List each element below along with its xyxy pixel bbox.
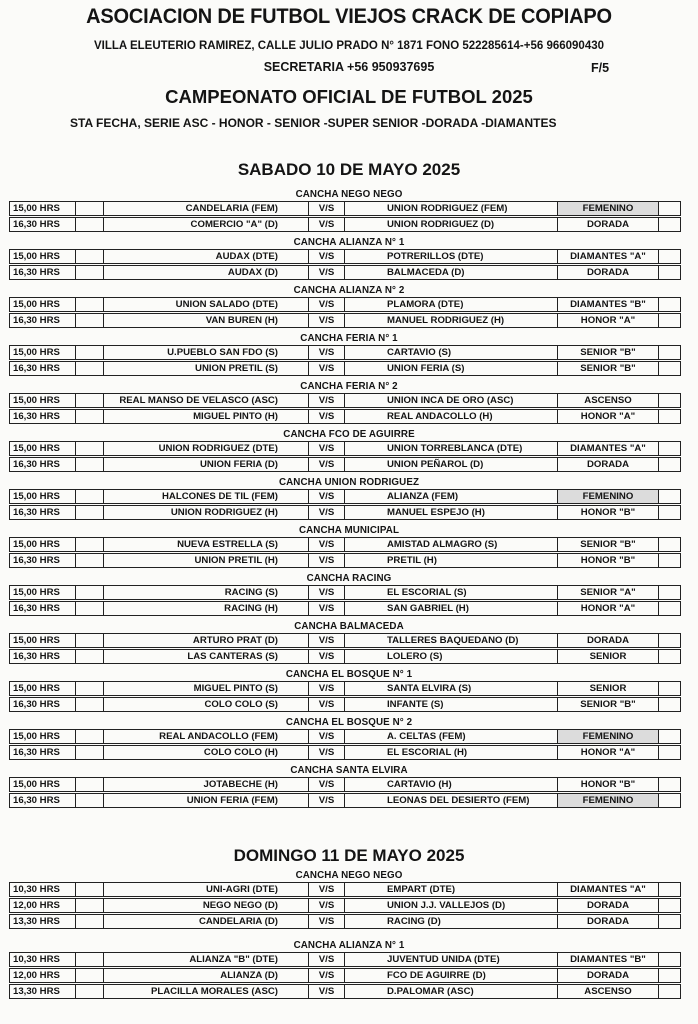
away-team: UNION J.J. VALLEJOS (D)	[345, 899, 558, 912]
versus-label: V/S	[309, 682, 345, 695]
blank-cell	[659, 650, 682, 663]
versus-label: V/S	[309, 915, 345, 928]
match-time: 15,00 HRS	[10, 202, 76, 215]
match-time: 15,00 HRS	[10, 298, 76, 311]
away-team: BALMACEDA (D)	[345, 266, 558, 279]
away-team: PRETIL (H)	[345, 554, 558, 567]
home-team: NUEVA ESTRELLA (S)	[104, 538, 309, 551]
blank-cell	[76, 250, 104, 263]
blank-cell	[76, 506, 104, 519]
blank-cell	[76, 346, 104, 359]
home-team: UNI-AGRI (DTE)	[104, 883, 309, 896]
match-row	[9, 265, 681, 280]
blank-cell	[659, 634, 682, 647]
away-team: REAL ANDACOLLO (H)	[345, 410, 558, 423]
blank-cell	[76, 698, 104, 711]
home-team: AUDAX (DTE)	[104, 250, 309, 263]
match-time: 16,30 HRS	[10, 314, 76, 327]
match-row	[9, 697, 681, 712]
away-team: PLAMORA (DTE)	[345, 298, 558, 311]
cancha-header: CANCHA RACING	[306, 573, 392, 584]
match-row	[9, 914, 681, 929]
match-row	[9, 217, 681, 232]
home-team: LAS CANTERAS (S)	[104, 650, 309, 663]
blank-cell	[659, 458, 682, 471]
home-team: UNION FERIA (FEM)	[104, 794, 309, 807]
match-time: 15,00 HRS	[10, 730, 76, 743]
away-team: JUVENTUD UNIDA (DTE)	[345, 953, 558, 966]
day-title: DOMINGO 11 DE MAYO 2025	[233, 846, 465, 865]
away-team: EL ESCORIAL (S)	[345, 586, 558, 599]
cancha-header: CANCHA FERIA N° 2	[300, 381, 398, 392]
versus-label: V/S	[309, 202, 345, 215]
home-team: CANDELARIA (D)	[104, 915, 309, 928]
match-row	[9, 729, 681, 744]
versus-label: V/S	[309, 362, 345, 375]
blank-cell	[659, 554, 682, 567]
match-time: 12,00 HRS	[10, 899, 76, 912]
home-team: RACING (S)	[104, 586, 309, 599]
match-time: 16,30 HRS	[10, 266, 76, 279]
category-label: FEMENINO	[558, 794, 659, 807]
match-time: 16,30 HRS	[10, 794, 76, 807]
category-label: HONOR "A"	[558, 410, 659, 423]
versus-label: V/S	[309, 490, 345, 503]
blank-cell	[76, 362, 104, 375]
match-time: 16,30 HRS	[10, 650, 76, 663]
blank-cell	[76, 915, 104, 928]
blank-cell	[76, 410, 104, 423]
blank-cell	[659, 298, 682, 311]
category-label: DIAMANTES "A"	[558, 442, 659, 455]
match-time: 10,30 HRS	[10, 953, 76, 966]
versus-label: V/S	[309, 506, 345, 519]
match-time: 16,30 HRS	[10, 458, 76, 471]
category-label: DORADA	[558, 218, 659, 231]
versus-label: V/S	[309, 698, 345, 711]
home-team: RACING (H)	[104, 602, 309, 615]
match-time: 10,30 HRS	[10, 883, 76, 896]
versus-label: V/S	[309, 250, 345, 263]
blank-cell	[659, 682, 682, 695]
blank-cell	[76, 394, 104, 407]
match-row	[9, 585, 681, 600]
home-team: COLO COLO (H)	[104, 746, 309, 759]
category-label: DIAMANTES "A"	[558, 250, 659, 263]
versus-label: V/S	[309, 442, 345, 455]
match-row	[9, 952, 681, 967]
home-team: COLO COLO (S)	[104, 698, 309, 711]
versus-label: V/S	[309, 794, 345, 807]
away-team: POTRERILLOS (DTE)	[345, 250, 558, 263]
home-team: UNION PRETIL (H)	[104, 554, 309, 567]
match-time: 16,30 HRS	[10, 410, 76, 423]
blank-cell	[76, 985, 104, 998]
cancha-header: CANCHA EL BOSQUE N° 1	[285, 669, 413, 680]
category-label: ASCENSO	[558, 985, 659, 998]
blank-cell	[76, 634, 104, 647]
match-row	[9, 553, 681, 568]
cancha-header: CANCHA ALIANZA N° 1	[293, 940, 405, 951]
match-time: 16,30 HRS	[10, 698, 76, 711]
away-team: UNION TORREBLANCA (DTE)	[345, 442, 558, 455]
match-row	[9, 984, 681, 999]
away-team: FCO DE AGUIRRE (D)	[345, 969, 558, 982]
category-label: HONOR "A"	[558, 314, 659, 327]
blank-cell	[76, 899, 104, 912]
blank-cell	[76, 490, 104, 503]
match-row	[9, 249, 681, 264]
blank-cell	[659, 362, 682, 375]
blank-cell	[659, 218, 682, 231]
home-team: REAL ANDACOLLO (FEM)	[104, 730, 309, 743]
match-row	[9, 968, 681, 983]
match-row	[9, 505, 681, 520]
versus-label: V/S	[309, 634, 345, 647]
match-row	[9, 537, 681, 552]
blank-cell	[76, 969, 104, 982]
blank-cell	[76, 298, 104, 311]
blank-cell	[76, 746, 104, 759]
blank-cell	[76, 314, 104, 327]
match-time: 15,00 HRS	[10, 586, 76, 599]
home-team: HALCONES DE TIL (FEM)	[104, 490, 309, 503]
cancha-header: CANCHA EL BOSQUE N° 2	[285, 717, 413, 728]
championship-title: CAMPEONATO OFICIAL DE FUTBOL 2025	[165, 86, 533, 107]
blank-cell	[659, 410, 682, 423]
blank-cell	[76, 730, 104, 743]
match-time: 16,30 HRS	[10, 218, 76, 231]
match-row	[9, 793, 681, 808]
home-team: REAL MANSO DE VELASCO (ASC)	[104, 394, 309, 407]
home-team: COMERCIO "A" (D)	[104, 218, 309, 231]
blank-cell	[76, 218, 104, 231]
away-team: UNION FERIA (S)	[345, 362, 558, 375]
blank-cell	[76, 266, 104, 279]
versus-label: V/S	[309, 985, 345, 998]
home-team: JOTABECHE (H)	[104, 778, 309, 791]
away-team: D.PALOMAR (ASC)	[345, 985, 558, 998]
secretaria-phone: SECRETARIA +56 950937695	[263, 60, 435, 74]
versus-label: V/S	[309, 883, 345, 896]
blank-cell	[659, 250, 682, 263]
blank-cell	[659, 794, 682, 807]
match-row	[9, 882, 681, 897]
versus-label: V/S	[309, 650, 345, 663]
match-row	[9, 745, 681, 760]
versus-label: V/S	[309, 394, 345, 407]
blank-cell	[659, 915, 682, 928]
away-team: EMPART (DTE)	[345, 883, 558, 896]
blank-cell	[659, 394, 682, 407]
versus-label: V/S	[309, 346, 345, 359]
home-team: U.PUEBLO SAN FDO (S)	[104, 346, 309, 359]
cancha-header: CANCHA ALIANZA N° 1	[293, 237, 405, 248]
match-time: 16,30 HRS	[10, 362, 76, 375]
cancha-header: CANCHA NEGO NEGO	[295, 870, 403, 881]
away-team: CARTAVIO (H)	[345, 778, 558, 791]
blank-cell	[76, 883, 104, 896]
category-label: SENIOR "B"	[558, 538, 659, 551]
blank-cell	[659, 985, 682, 998]
away-team: SANTA ELVIRA (S)	[345, 682, 558, 695]
versus-label: V/S	[309, 314, 345, 327]
association-title: ASOCIACION DE FUTBOL VIEJOS CRACK DE COPIAPO	[86, 4, 612, 28]
match-row	[9, 777, 681, 792]
match-time: 15,00 HRS	[10, 346, 76, 359]
category-label: DORADA	[558, 915, 659, 928]
cancha-header: CANCHA NEGO NEGO	[295, 189, 403, 200]
versus-label: V/S	[309, 899, 345, 912]
cancha-header: CANCHA BALMACEDA	[294, 621, 404, 632]
blank-cell	[659, 969, 682, 982]
cancha-header: CANCHA FERIA N° 1	[300, 333, 398, 344]
category-label: SENIOR	[558, 682, 659, 695]
blank-cell	[76, 458, 104, 471]
match-row	[9, 297, 681, 312]
versus-label: V/S	[309, 554, 345, 567]
match-time: 15,00 HRS	[10, 394, 76, 407]
match-row	[9, 313, 681, 328]
category-label: DORADA	[558, 634, 659, 647]
category-label: SENIOR "A"	[558, 586, 659, 599]
match-time: 12,00 HRS	[10, 969, 76, 982]
day-title: SABADO 10 DE MAYO 2025	[237, 160, 461, 179]
category-label: HONOR "A"	[558, 602, 659, 615]
away-team: UNION RODRIGUEZ (D)	[345, 218, 558, 231]
versus-label: V/S	[309, 730, 345, 743]
series-line: STA FECHA, SERIE ASC - HONOR - SENIOR -SUPER SENIOR -DORADA -DIAMANTES	[70, 116, 557, 130]
match-time: 15,00 HRS	[10, 634, 76, 647]
home-team: ALIANZA "B" (DTE)	[104, 953, 309, 966]
cancha-header: CANCHA UNION RODRIGUEZ	[278, 477, 420, 488]
home-team: UNION PRETIL (S)	[104, 362, 309, 375]
match-row	[9, 681, 681, 696]
away-team: AMISTAD ALMAGRO (S)	[345, 538, 558, 551]
category-label: SENIOR	[558, 650, 659, 663]
match-time: 15,00 HRS	[10, 538, 76, 551]
blank-cell	[659, 506, 682, 519]
home-team: UNION SALADO (DTE)	[104, 298, 309, 311]
match-row	[9, 345, 681, 360]
blank-cell	[76, 602, 104, 615]
match-time: 15,00 HRS	[10, 442, 76, 455]
home-team: ARTURO PRAT (D)	[104, 634, 309, 647]
blank-cell	[76, 538, 104, 551]
match-time: 16,30 HRS	[10, 506, 76, 519]
home-team: UNION RODRIGUEZ (H)	[104, 506, 309, 519]
folio-number: F/5	[591, 61, 610, 75]
category-label: DIAMANTES "A"	[558, 883, 659, 896]
match-time: 13,30 HRS	[10, 915, 76, 928]
match-row	[9, 201, 681, 216]
versus-label: V/S	[309, 586, 345, 599]
category-label: HONOR "B"	[558, 506, 659, 519]
home-team: MIGUEL PINTO (S)	[104, 682, 309, 695]
category-label: DORADA	[558, 266, 659, 279]
blank-cell	[76, 778, 104, 791]
blank-cell	[659, 314, 682, 327]
blank-cell	[659, 266, 682, 279]
blank-cell	[76, 554, 104, 567]
category-label: SENIOR "B"	[558, 346, 659, 359]
home-team: VAN BUREN (H)	[104, 314, 309, 327]
away-team: UNION PEÑAROL (D)	[345, 458, 558, 471]
match-time: 16,30 HRS	[10, 746, 76, 759]
away-team: MANUEL ESPEJO (H)	[345, 506, 558, 519]
versus-label: V/S	[309, 602, 345, 615]
away-team: LEONAS DEL DESIERTO (FEM)	[345, 794, 558, 807]
home-team: UNION RODRIGUEZ (DTE)	[104, 442, 309, 455]
home-team: CANDELARIA (FEM)	[104, 202, 309, 215]
blank-cell	[659, 698, 682, 711]
versus-label: V/S	[309, 778, 345, 791]
versus-label: V/S	[309, 410, 345, 423]
category-label: DORADA	[558, 458, 659, 471]
match-row	[9, 361, 681, 376]
category-label: DIAMANTES "B"	[558, 298, 659, 311]
match-time: 15,00 HRS	[10, 490, 76, 503]
cancha-header: CANCHA ALIANZA N° 2	[293, 285, 405, 296]
match-row	[9, 457, 681, 472]
match-time: 15,00 HRS	[10, 682, 76, 695]
cancha-header: CANCHA SANTA ELVIRA	[290, 765, 408, 776]
away-team: UNION INCA DE ORO (ASC)	[345, 394, 558, 407]
versus-label: V/S	[309, 458, 345, 471]
category-label: SENIOR "B"	[558, 698, 659, 711]
blank-cell	[659, 490, 682, 503]
category-label: FEMENINO	[558, 490, 659, 503]
away-team: MANUEL RODRIGUEZ (H)	[345, 314, 558, 327]
home-team: UNION FERIA (D)	[104, 458, 309, 471]
match-row	[9, 441, 681, 456]
blank-cell	[659, 202, 682, 215]
category-label: HONOR "A"	[558, 746, 659, 759]
blank-cell	[76, 650, 104, 663]
match-row	[9, 409, 681, 424]
away-team: CARTAVIO (S)	[345, 346, 558, 359]
category-label: SENIOR "B"	[558, 362, 659, 375]
versus-label: V/S	[309, 298, 345, 311]
versus-label: V/S	[309, 953, 345, 966]
blank-cell	[659, 883, 682, 896]
blank-cell	[659, 442, 682, 455]
blank-cell	[659, 602, 682, 615]
versus-label: V/S	[309, 266, 345, 279]
match-time: 16,30 HRS	[10, 602, 76, 615]
category-label: HONOR "B"	[558, 554, 659, 567]
versus-label: V/S	[309, 538, 345, 551]
home-team: NEGO NEGO (D)	[104, 899, 309, 912]
home-team: MIGUEL PINTO (H)	[104, 410, 309, 423]
match-row	[9, 393, 681, 408]
match-row	[9, 601, 681, 616]
match-time: 16,30 HRS	[10, 554, 76, 567]
blank-cell	[659, 953, 682, 966]
versus-label: V/S	[309, 969, 345, 982]
cancha-header: CANCHA FCO DE AGUIRRE	[283, 429, 415, 440]
away-team: ALIANZA (FEM)	[345, 490, 558, 503]
away-team: INFANTE (S)	[345, 698, 558, 711]
away-team: TALLERES BAQUEDANO (D)	[345, 634, 558, 647]
versus-label: V/S	[309, 746, 345, 759]
blank-cell	[76, 953, 104, 966]
category-label: DORADA	[558, 969, 659, 982]
blank-cell	[76, 442, 104, 455]
match-row	[9, 633, 681, 648]
category-label: HONOR "B"	[558, 778, 659, 791]
cancha-header: CANCHA MUNICIPAL	[298, 525, 400, 536]
match-time: 15,00 HRS	[10, 250, 76, 263]
blank-cell	[659, 746, 682, 759]
category-label: DIAMANTES "B"	[558, 953, 659, 966]
away-team: A. CELTAS (FEM)	[345, 730, 558, 743]
away-team: EL ESCORIAL (H)	[345, 746, 558, 759]
match-time: 15,00 HRS	[10, 778, 76, 791]
match-row	[9, 649, 681, 664]
category-label: FEMENINO	[558, 202, 659, 215]
category-label: ASCENSO	[558, 394, 659, 407]
away-team: LOLERO (S)	[345, 650, 558, 663]
blank-cell	[659, 586, 682, 599]
category-label: DORADA	[558, 899, 659, 912]
category-label: FEMENINO	[558, 730, 659, 743]
home-team: ALIANZA (D)	[104, 969, 309, 982]
blank-cell	[76, 682, 104, 695]
blank-cell	[659, 730, 682, 743]
match-time: 13,30 HRS	[10, 985, 76, 998]
match-row	[9, 489, 681, 504]
association-address: VILLA ELEUTERIO RAMIREZ, CALLE JULIO PRADO N° 1871 FONO 522285614-+56 966090430	[93, 40, 605, 52]
blank-cell	[76, 586, 104, 599]
blank-cell	[659, 778, 682, 791]
blank-cell	[76, 794, 104, 807]
away-team: UNION RODRIGUEZ (FEM)	[345, 202, 558, 215]
blank-cell	[659, 899, 682, 912]
home-team: PLACILLA MORALES (ASC)	[104, 985, 309, 998]
away-team: SAN GABRIEL (H)	[345, 602, 558, 615]
blank-cell	[659, 346, 682, 359]
match-row	[9, 898, 681, 913]
blank-cell	[76, 202, 104, 215]
versus-label: V/S	[309, 218, 345, 231]
blank-cell	[659, 538, 682, 551]
home-team: AUDAX (D)	[104, 266, 309, 279]
away-team: RACING (D)	[345, 915, 558, 928]
